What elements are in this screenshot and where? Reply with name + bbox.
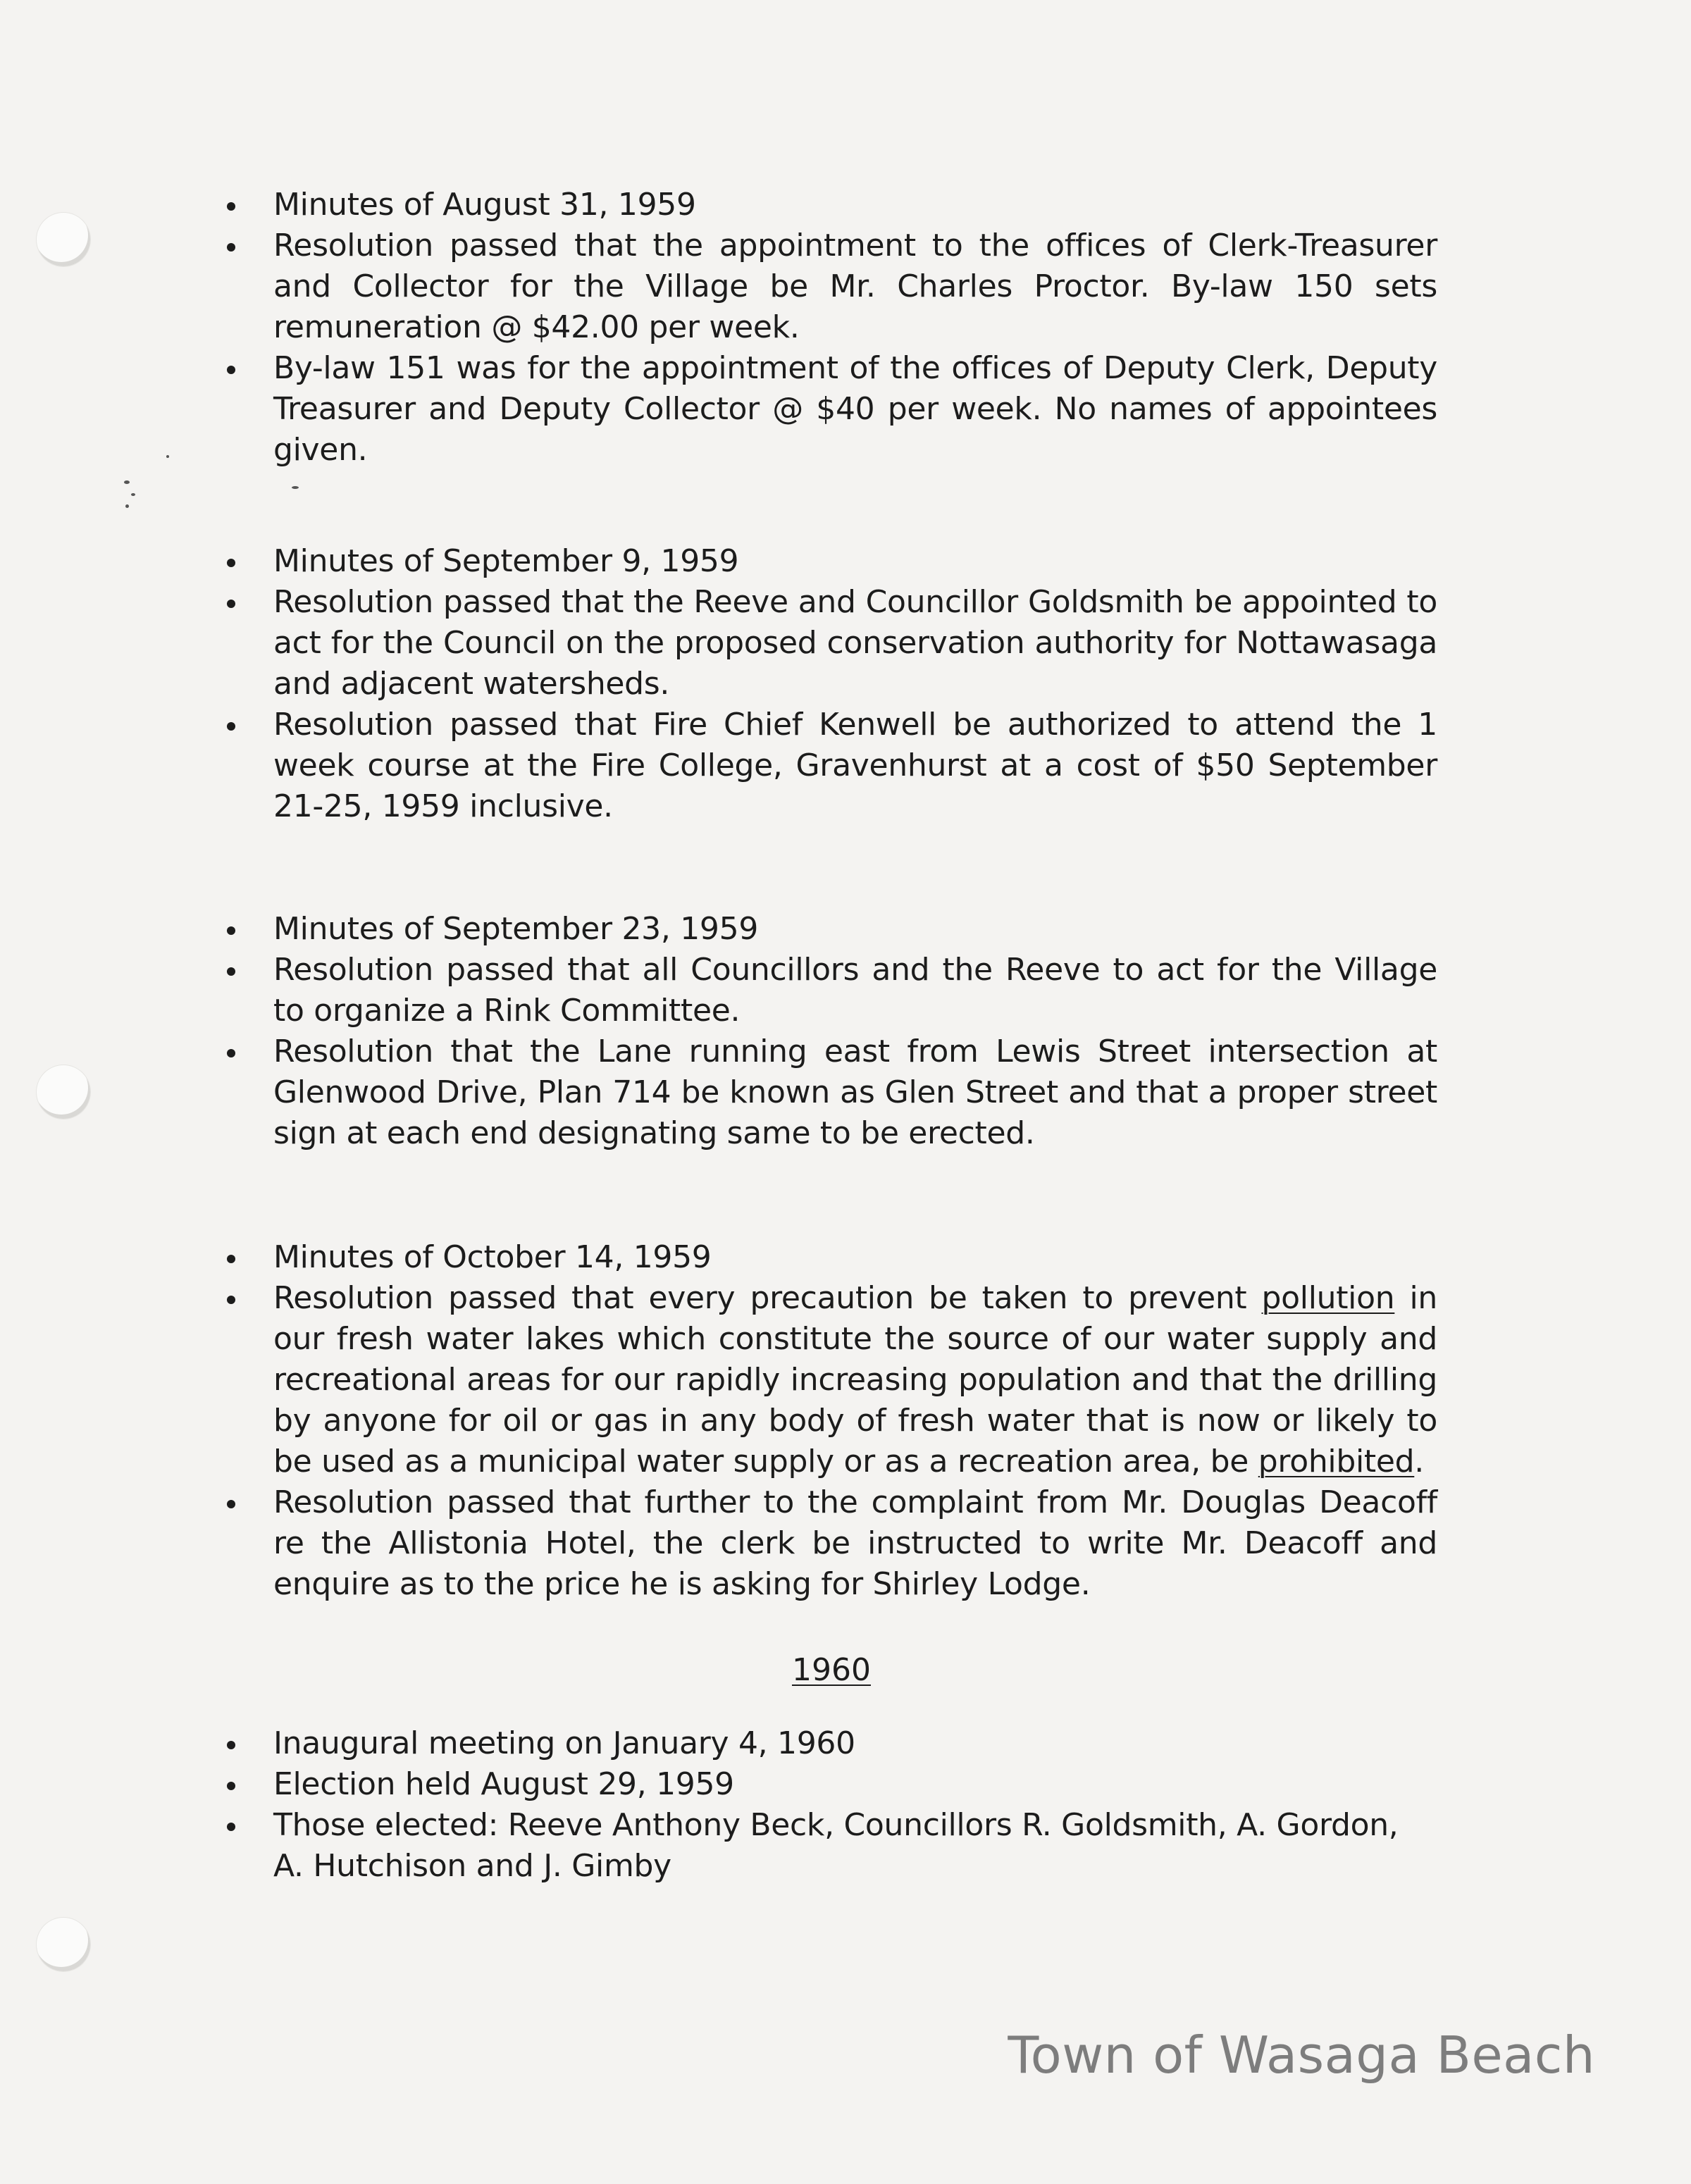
list-item: Resolution passed that all Councillors and the Reeve to act for the Village to organize a Rink Committee.	[225, 950, 1437, 1031]
list-item: Resolution passed that the appointment to the offices of Clerk-Treasurer and Collector for the Village be Mr. Charles Proctor. By-law 150 sets remuneration @ $42.00 per week.	[225, 225, 1437, 348]
watermark: Town of Wasaga Beach	[1008, 2025, 1595, 2085]
list-item: Those elected: Reeve Anthony Beck, Councillors R. Goldsmith, A. Gordon, A. Hutchison and J. Gimby	[225, 1805, 1437, 1887]
list-item: Inaugural meeting on January 4, 1960	[225, 1723, 1437, 1764]
minutes-september-9-section	[225, 541, 1437, 827]
scan-speck	[166, 455, 169, 458]
year-1960-section	[225, 1723, 1437, 1887]
punch-hole-top	[37, 213, 90, 266]
list-item: Resolution passed that Fire Chief Kenwell be authorized to attend the 1 week course at the Fire College, Gravenhurst at a cost of $50 September 21-25, 1959 inclusive.	[225, 705, 1437, 827]
list-item: Minutes of October 14, 1959	[225, 1237, 1437, 1278]
list-item: By-law 151 was for the appointment of the offices of Deputy Clerk, Deputy Treasurer and Deputy Collector @ $40 per week. No names of appointees given.	[225, 348, 1437, 471]
list-item: Resolution that the Lane running east from Lewis Street intersection at Glenwood Drive, Plan 714 be known as Glen Street and that a proper street sign at each end designating same to be erected.	[225, 1031, 1437, 1154]
punch-hole-bottom	[37, 1918, 90, 1971]
list-item-pollution-resolution	[225, 1278, 1437, 1482]
year-heading-text: 1960	[792, 1652, 871, 1688]
list-item: Minutes of September 9, 1959	[225, 541, 1437, 582]
underlined-word: prohibited	[1258, 1444, 1415, 1479]
minutes-september-23-section	[225, 909, 1437, 1154]
resolution-text: .	[1414, 1444, 1424, 1479]
list-item: Minutes of August 31, 1959	[225, 185, 1437, 225]
scan-speck	[131, 493, 135, 496]
year-heading	[225, 1650, 1437, 1691]
minutes-content	[225, 185, 1437, 1887]
punch-hole-middle	[37, 1065, 90, 1119]
scan-speck	[125, 504, 129, 508]
list-item: Resolution passed that the Reeve and Councillor Goldsmith be appointed to act for the Council on the proposed conservation authority for Nottawasaga and adjacent watersheds.	[225, 582, 1437, 705]
scan-speck	[124, 480, 130, 484]
list-item: Resolution passed that further to the complaint from Mr. Douglas Deacoff re the Allistonia Hotel, the clerk be instructed to write Mr. Deacoff and enquire as to the price he is asking for Shirley Lodge.	[225, 1482, 1437, 1605]
minutes-august-31-section	[225, 185, 1437, 471]
list-item: Minutes of September 23, 1959	[225, 909, 1437, 950]
list-item: Election held August 29, 1959	[225, 1764, 1437, 1805]
resolution-text: in our fresh water lakes which constitute the source of our water supply and recreational areas for our rapidly increasing population and that the drilling by anyone for oil or gas in any body of fresh water that is now or likely to be used as a municipal water supply or as a recreation area, be	[273, 1280, 1438, 1479]
resolution-text: Resolution passed that every precaution be taken to prevent	[273, 1280, 1262, 1316]
underlined-word: pollution	[1261, 1280, 1395, 1316]
minutes-october-14-section	[225, 1237, 1437, 1605]
